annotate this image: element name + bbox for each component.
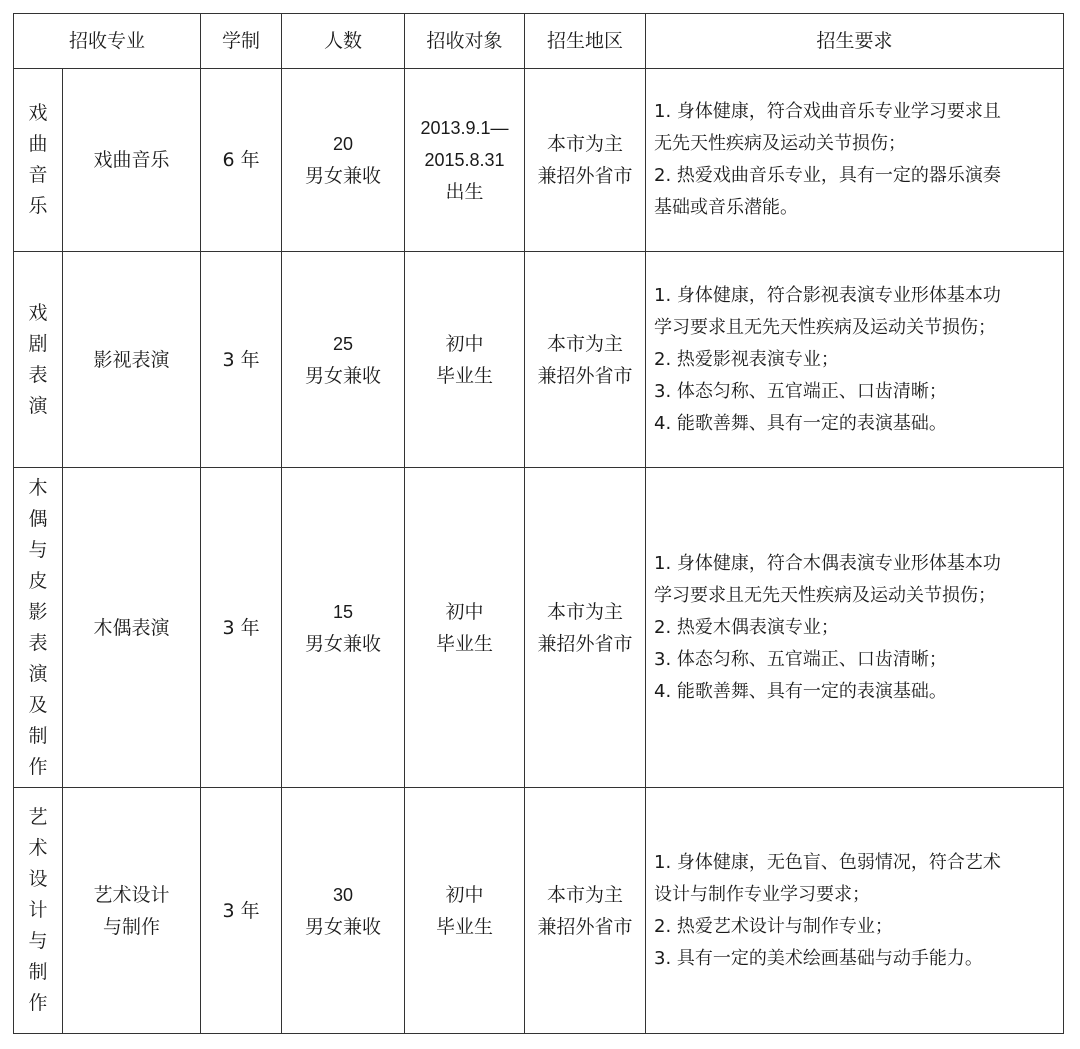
requirement-line: 4. 能歌善舞、具有一定的表演基础。 — [654, 412, 947, 434]
category-char: 制 — [28, 961, 48, 983]
target-line: 毕业生 — [436, 364, 494, 387]
requirement-line: 3. 具有一定的美术绘画基础与动手能力。 — [654, 947, 983, 969]
region-line: 兼招外省市 — [537, 364, 633, 387]
count-gender: 男女兼收 — [305, 364, 382, 387]
count-number: 15 — [333, 601, 354, 622]
category-char: 设 — [28, 868, 48, 890]
requirement-line: 3. 体态匀称、五官端正、口齿清晰； — [654, 648, 947, 670]
region-line: 本市为主 — [547, 332, 624, 355]
table-row — [14, 788, 1064, 1034]
requirement-line: 1. 身体健康，符合影视表演专业形体基本功 — [654, 284, 1001, 306]
category-char: 影 — [28, 600, 48, 623]
target-line: 初中 — [445, 332, 484, 355]
category-char: 乐 — [28, 195, 48, 217]
category-char: 与 — [28, 538, 48, 561]
header-count: 人数 — [282, 14, 405, 69]
header-duration: 学制 — [201, 14, 282, 69]
duration-cell: 3 年 — [201, 788, 282, 1034]
region-line: 本市为主 — [547, 133, 624, 155]
category-char: 表 — [28, 363, 48, 386]
category-char: 作 — [28, 992, 48, 1014]
region-cell — [525, 468, 646, 788]
duration-cell: 3 年 — [201, 252, 282, 468]
requirement-line: 1. 身体健康，符合戏曲音乐专业学习要求且 — [654, 101, 1001, 122]
category-char: 艺 — [28, 806, 48, 828]
requirement-line: 2. 热爱艺术设计与制作专业； — [654, 915, 893, 937]
requirement-line: 2. 热爱戏曲音乐专业，具有一定的器乐演奏 — [654, 165, 1001, 186]
major-line: 戏曲音乐 — [93, 149, 170, 171]
major-cell — [63, 69, 201, 252]
count-number: 25 — [333, 333, 354, 354]
requirement-line: 2. 热爱影视表演专业； — [654, 348, 839, 370]
target-cell — [405, 788, 525, 1034]
region-cell — [525, 69, 646, 252]
count-number: 20 — [333, 134, 354, 154]
category-cell — [14, 468, 63, 788]
category-char: 作 — [28, 755, 48, 778]
requirement-line: 设计与制作专业学习要求； — [654, 883, 871, 905]
major-line: 木偶表演 — [93, 616, 170, 639]
requirement-line: 4. 能歌善舞、具有一定的表演基础。 — [654, 680, 947, 702]
admissions-table — [13, 13, 1064, 1034]
table-row — [14, 468, 1064, 788]
region-line: 兼招外省市 — [537, 915, 633, 938]
duration-cell: 6 年 — [201, 69, 282, 252]
category-char: 演 — [28, 662, 48, 685]
major-line: 艺术设计 — [93, 883, 170, 906]
category-char: 及 — [28, 693, 48, 716]
target-cell — [405, 252, 525, 468]
major-line: 影视表演 — [93, 348, 170, 371]
count-cell — [282, 468, 405, 788]
category-char: 木 — [28, 476, 48, 499]
requirement-line: 无先天性疾病及运动关节损伤； — [654, 133, 907, 154]
major-line: 与制作 — [103, 915, 161, 938]
table-row — [14, 69, 1064, 252]
requirement-line: 学习要求且无先天性疾病及运动关节损伤； — [654, 316, 997, 338]
count-gender: 男女兼收 — [305, 915, 382, 938]
category-char: 音 — [28, 164, 48, 186]
target-line: 毕业生 — [436, 632, 494, 655]
category-char: 偶 — [28, 507, 48, 530]
count-gender: 男女兼收 — [305, 165, 382, 187]
category-char: 与 — [28, 930, 48, 952]
category-cell — [14, 69, 63, 252]
category-char: 皮 — [28, 569, 48, 592]
target-line: 初中 — [445, 600, 484, 623]
region-cell — [525, 252, 646, 468]
category-cell — [14, 252, 63, 468]
target-line: 初中 — [445, 883, 484, 906]
requirement-line: 2. 热爱木偶表演专业； — [654, 616, 839, 638]
count-gender: 男女兼收 — [305, 632, 382, 655]
target-cell — [405, 69, 525, 252]
category-char: 演 — [28, 394, 48, 417]
major-cell — [63, 468, 201, 788]
header-requirements: 招生要求 — [646, 14, 1064, 69]
major-cell — [63, 252, 201, 468]
category-char: 制 — [28, 724, 48, 747]
requirement-line: 1. 身体健康，无色盲、色弱情况，符合艺术 — [654, 851, 1001, 873]
region-line: 兼招外省市 — [537, 165, 633, 187]
target-line: 出生 — [445, 181, 484, 203]
region-line: 本市为主 — [547, 600, 624, 623]
requirement-line: 1. 身体健康，符合木偶表演专业形体基本功 — [654, 552, 1001, 574]
table-row — [14, 252, 1064, 468]
requirements-cell — [646, 788, 1064, 1034]
requirement-line: 学习要求且无先天性疾病及运动关节损伤； — [654, 584, 997, 606]
count-cell — [282, 252, 405, 468]
region-line: 兼招外省市 — [537, 632, 633, 655]
category-char: 术 — [28, 837, 48, 859]
header-major: 招收专业 — [14, 14, 201, 69]
requirements-cell — [646, 468, 1064, 788]
major-cell — [63, 788, 201, 1034]
count-cell — [282, 788, 405, 1034]
header-region: 招生地区 — [525, 14, 646, 69]
requirement-line: 3. 体态匀称、五官端正、口齿清晰； — [654, 380, 947, 402]
category-char: 计 — [28, 899, 48, 921]
count-number: 30 — [333, 884, 354, 905]
category-char: 戏 — [28, 102, 48, 124]
target-line: 2015.8.31 — [424, 150, 505, 170]
requirement-line: 基础或音乐潜能。 — [654, 197, 799, 218]
category-cell — [14, 788, 63, 1034]
category-char: 曲 — [28, 133, 48, 155]
requirements-cell — [646, 252, 1064, 468]
region-cell — [525, 788, 646, 1034]
count-cell — [282, 69, 405, 252]
region-line: 本市为主 — [547, 883, 624, 906]
target-line: 毕业生 — [436, 915, 494, 938]
category-char: 剧 — [28, 332, 48, 355]
target-line: 2013.9.1— — [420, 118, 509, 138]
header-target: 招收对象 — [405, 14, 525, 69]
target-cell — [405, 468, 525, 788]
duration-cell: 3 年 — [201, 468, 282, 788]
category-char: 表 — [28, 631, 48, 654]
requirements-cell — [646, 69, 1064, 252]
category-char: 戏 — [28, 301, 48, 324]
header-row — [14, 14, 1064, 69]
